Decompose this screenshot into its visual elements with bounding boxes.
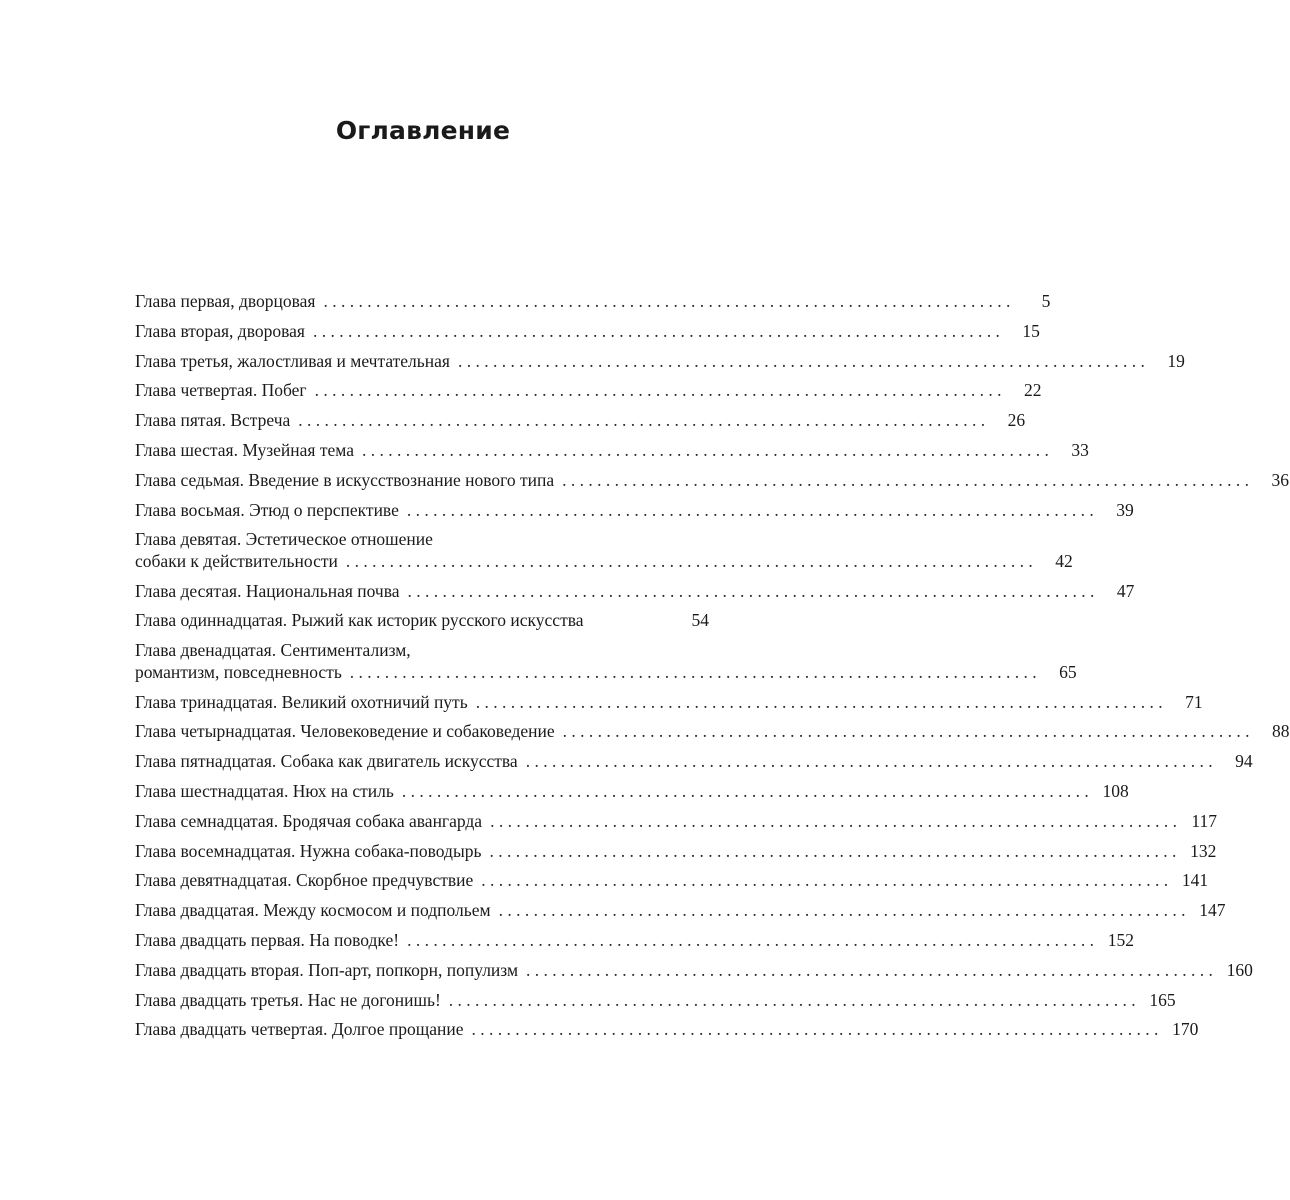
- toc-entry-label: Глава шестая. Музейная тема: [135, 439, 354, 460]
- dot-leader: [350, 662, 1037, 684]
- toc-page-number: 33: [1071, 439, 1089, 460]
- dot-leader: [407, 500, 1094, 522]
- toc-entry-label: Глава тринадцатая. Великий охотничий путь: [135, 691, 468, 712]
- dot-leader: [407, 930, 1094, 952]
- toc-entry[interactable]: [135, 580, 1135, 603]
- dot-leader: [526, 960, 1213, 982]
- toc-page-number: 132: [1190, 840, 1217, 861]
- toc-entry-label-block: [135, 640, 1043, 683]
- toc-entry[interactable]: [135, 350, 1185, 373]
- toc-entry-label: Глава пятнадцатая. Собака как двигатель искусства: [135, 751, 518, 772]
- dot-leader: [490, 811, 1177, 833]
- dot-leader: [449, 990, 1136, 1012]
- toc-entry-label: Глава четырнадцатая. Человековедение и собаковедение: [135, 721, 555, 742]
- toc-entry[interactable]: [135, 959, 1253, 982]
- toc-entry[interactable]: [135, 810, 1217, 833]
- toc-entry[interactable]: [135, 751, 1253, 773]
- toc-page-number: 54: [691, 610, 709, 631]
- toc-entry-label: Глава двадцать первая. На поводке!: [135, 929, 400, 950]
- toc-page-number: 15: [1022, 320, 1040, 341]
- toc-entry[interactable]: [135, 439, 1089, 462]
- toc-entry[interactable]: [135, 499, 1134, 522]
- toc-page-number: 117: [1191, 810, 1217, 831]
- toc-entry-label: Глава пятая. Встреча: [135, 410, 291, 431]
- toc-entry[interactable]: [135, 410, 1026, 432]
- dot-leader: [323, 291, 1010, 313]
- dot-leader: [346, 551, 1033, 573]
- toc-entry-label: Глава четвертая. Побег: [135, 380, 307, 401]
- dot-leader: [562, 470, 1249, 492]
- toc-page-number: 170: [1172, 1019, 1199, 1040]
- toc-entry[interactable]: [135, 320, 1040, 343]
- toc-page-number: 5: [1041, 291, 1051, 311]
- toc-entry[interactable]: [135, 610, 709, 632]
- toc-entry[interactable]: [135, 721, 1290, 743]
- dot-leader: [313, 321, 1000, 343]
- dot-leader: [499, 900, 1186, 922]
- toc-entry-label: Глава двадцать четвертая. Долгое прощание: [135, 1019, 464, 1040]
- toc-entry-label-line2: собаки к действительности: [135, 550, 338, 571]
- toc-page-number: 160: [1226, 959, 1253, 980]
- dot-leader: [563, 721, 1250, 743]
- toc-entry[interactable]: [135, 840, 1217, 863]
- dot-leader: [298, 410, 985, 432]
- toc-entry[interactable]: [135, 291, 1051, 313]
- toc-page-number: 26: [1007, 410, 1026, 431]
- toc-page-number: 94: [1235, 751, 1253, 772]
- toc-page-number: 108: [1102, 780, 1129, 801]
- toc-entry-label: Глава двадцатая. Между космосом и подпольем: [135, 900, 491, 921]
- toc-page-number: 71: [1185, 691, 1203, 712]
- toc-entry-label-line1: Глава двенадцатая. Сентиментализм,: [135, 640, 411, 661]
- toc-entry-label-block: [135, 529, 1039, 572]
- toc-page-number: 141: [1181, 870, 1209, 891]
- toc-entry-label: Глава третья, жалостливая и мечтательная: [135, 350, 450, 371]
- toc-entry-label: Глава семнадцатая. Бродячая собака авангарда: [135, 810, 483, 831]
- toc-page-number: 165: [1149, 989, 1176, 1010]
- toc-entry-label: Глава двадцать вторая. Поп-арт, попкорн, популизм: [135, 959, 519, 980]
- dot-leader: [476, 692, 1163, 714]
- toc-entry[interactable]: [135, 529, 1073, 572]
- toc-entry-label: Глава вторая, дворовая: [135, 320, 305, 341]
- toc-entry[interactable]: [135, 900, 1226, 922]
- dot-leader: [526, 751, 1213, 773]
- toc-entry-label: Глава седьмая. Введение в искусствознание нового типа: [135, 469, 555, 490]
- dot-leader: [481, 870, 1168, 892]
- dot-leader: [458, 351, 1145, 373]
- toc-page-number: 39: [1116, 499, 1134, 520]
- toc-page-number: 65: [1059, 661, 1077, 682]
- toc-entry[interactable]: [135, 380, 1042, 402]
- toc-entry[interactable]: [135, 640, 1077, 683]
- toc-entry-label: Глава двадцать третья. Нас не догонишь!: [135, 989, 441, 1010]
- toc-entry-label: Глава девятнадцатая. Скорбное предчувствие: [135, 870, 474, 891]
- toc-entry-label: Глава шестнадцатая. Нюх на стиль: [135, 780, 394, 801]
- toc-page-number: 47: [1116, 580, 1135, 601]
- dot-leader: [408, 581, 1095, 603]
- toc-entry-line2-row: [135, 551, 1039, 573]
- toc-entry[interactable]: [135, 1019, 1199, 1041]
- toc-entry-label: Глава восьмая. Этюд о перспективе: [135, 499, 399, 520]
- toc-page-number: 19: [1167, 350, 1185, 371]
- dot-leader: [362, 440, 1049, 462]
- toc-entry-line2-row: [135, 662, 1043, 684]
- toc-entry[interactable]: [135, 780, 1129, 803]
- toc-entry-label: Глава одиннадцатая. Рыжий как историк русского искусства: [135, 610, 584, 631]
- toc-entry[interactable]: [135, 870, 1209, 892]
- toc-page-number: 88: [1272, 721, 1290, 742]
- dot-leader: [402, 781, 1089, 803]
- toc-entry[interactable]: [135, 929, 1134, 952]
- dot-leader: [315, 380, 1002, 402]
- dot-leader: [489, 841, 1176, 863]
- toc-entry[interactable]: [135, 691, 1203, 714]
- toc-entry-label: Глава десятая. Национальная почва: [135, 580, 400, 601]
- toc-entry-label-line1: Глава девятая. Эстетическое отношение: [135, 529, 433, 550]
- table-of-contents: [135, 291, 1290, 1049]
- toc-page-number: 36: [1271, 469, 1289, 490]
- toc-entry-label: Глава восемнадцатая. Нужна собака-поводырь: [135, 840, 482, 861]
- toc-entry[interactable]: [135, 989, 1176, 1012]
- page-title: Оглавление: [335, 116, 511, 145]
- dot-leader: [472, 1019, 1159, 1041]
- toc-entry[interactable]: [135, 469, 1289, 492]
- toc-page-number: 22: [1023, 380, 1042, 401]
- toc-entry-label-line2: романтизм, повседневность: [135, 661, 342, 682]
- toc-page-number: 147: [1199, 900, 1226, 921]
- toc-page-number: 152: [1107, 929, 1134, 950]
- toc-entry-label: Глава первая, дворцовая: [135, 291, 316, 311]
- toc-page-number: 42: [1055, 550, 1073, 571]
